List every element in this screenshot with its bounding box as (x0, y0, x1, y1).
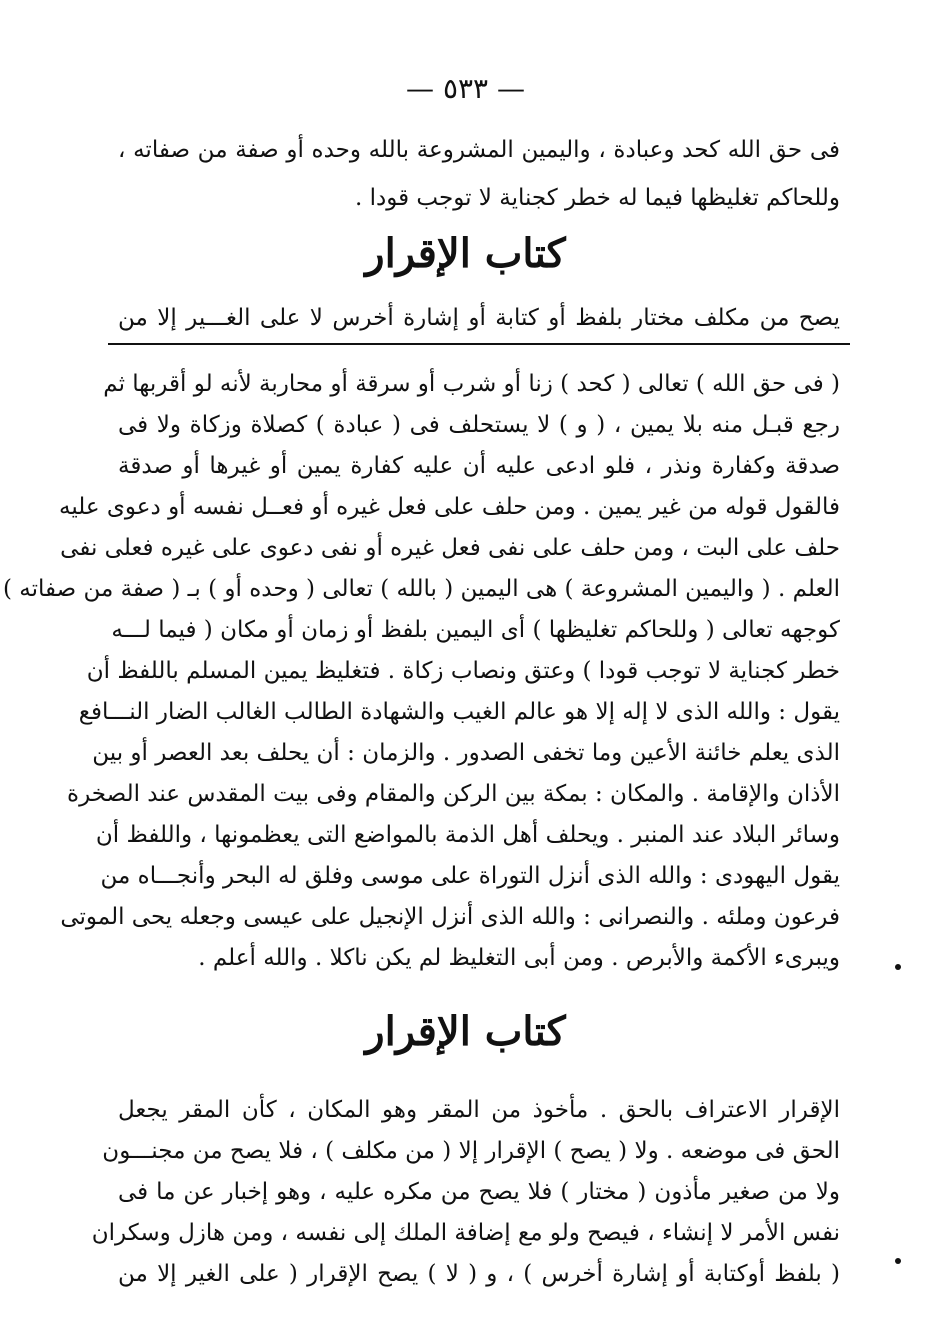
commentary-line: الذى يعلم خائنة الأعين وما تخفى الصدور . والزمان : أن يحلف بعد العصر أو بين (92, 740, 840, 766)
chapter-heading: كتاب الإقرار (365, 1008, 566, 1055)
iqrar-text-line: ولا من صغير مأذون ( مختار ) فلا يصح من مكره عليه ، وهو إخبار عن ما فى (118, 1179, 840, 1205)
commentary-line: فالقول قوله من غير يمين . ومن حلف على فعل غيره أو فعــل نفسه أو دعوى عليه (58, 494, 840, 520)
commentary-line: الأذان والإقامة . والمكان : بمكة بين الركن والمقام وفى بيت المقدس عند الصخرة (67, 781, 840, 807)
commentary-line: ( فى حق الله ) تعالى ( كحد ) زنا أو شرب أو سرقة أو محاربة لأنه لو أقربها ثم (103, 371, 840, 397)
commentary-line: خطر كجناية لا توجب قودا ) وعتق ونصاب زكاة . فتغليظ يمين المسلم باللفظ أن (86, 658, 840, 684)
chapter-heading: كتاب الإقرار (365, 230, 566, 277)
commentary-line: يقول اليهودى : والله الذى أنزل التوراة على موسى وفلق له البحر وأنجـــاه من (100, 863, 840, 889)
commentary-line: ويبرىء الأكمة والأبرص . ومن أبى التغليظ لم يكن ناكلا . والله أعلم . (198, 945, 840, 971)
matn-line: يصح من مكلف مختار بلفظ أو كتابة أو إشارة أخرس لا على الغـــير إلا من (118, 305, 840, 331)
commentary-line: العلم . ( واليمين المشروعة ) هى اليمين ( بالله ) تعالى ( وحده أو ) بـ ( صفة من صفاته ) (2, 576, 840, 602)
commentary-line: صدقة وكفارة ونذر ، فلو ادعى عليه أن عليه كفارة يمين أو غيرها أو صدقة (118, 453, 840, 479)
commentary-line: فرعون وملئه . والنصرانى : والله الذى أنزل الإنجيل على عيسى وجعله يحى الموتى (60, 904, 840, 930)
commentary-line: رجع قبـل منه بلا يمين ، ( و ) لا يستحلف فى ( عبادة ) كصلاة وزكاة ولا فى (118, 412, 840, 438)
commentary-line: كوجهه تعالى ( وللحاكم تغليظها ) أى اليمين بلفظ أو زمان أو مكان ( فيما لـــه (111, 617, 840, 643)
iqrar-text-line: نفس الأمر لا إنشاء ، فيصح ولو مع إضافة الملك إلى نفسه ، ومن هازل وسكران (91, 1220, 840, 1246)
top-text-line: فى حق الله كحد وعبادة ، واليمين المشروعة بالله وحده أو صفة من صفاته ، (118, 137, 840, 163)
margin-dot (895, 964, 901, 970)
commentary-line: حلف على البت ، ومن حلف على نفى فعل غيره أو نفى دعوى على غيره فعلى نفى (60, 535, 840, 561)
commentary-line: وسائر البلاد عند المنبر . ويحلف أهل الذمة بالمواضع التى يعظمونها ، واللفظ أن (95, 822, 840, 848)
page-number: — ٥٣٣ — (406, 72, 525, 105)
iqrar-text-line: ( بلفظ أوكتابة أو إشارة أخرس ) ، و ( لا ) يصح الإقرار ( على الغير إلا من (118, 1261, 840, 1287)
margin-dot (895, 1258, 901, 1264)
separator-rule (108, 343, 850, 345)
iqrar-text-line: الإقرار الاعتراف بالحق . مأخوذ من المقر وهو المكان ، كأن المقر يجعل (118, 1097, 840, 1123)
iqrar-text-line: الحق فى موضعه . ولا ( يصح ) الإقرار إلا ( من مكلف ) ، فلا يصح من مجنـــون (102, 1138, 840, 1164)
commentary-line: يقول : والله الذى لا إله إلا هو عالم الغيب والشهادة الطالب الغالب الضار النـــافع (78, 699, 840, 725)
top-text-line: وللحاكم تغليظها فيما له خطر كجناية لا توجب قودا . (354, 185, 840, 211)
